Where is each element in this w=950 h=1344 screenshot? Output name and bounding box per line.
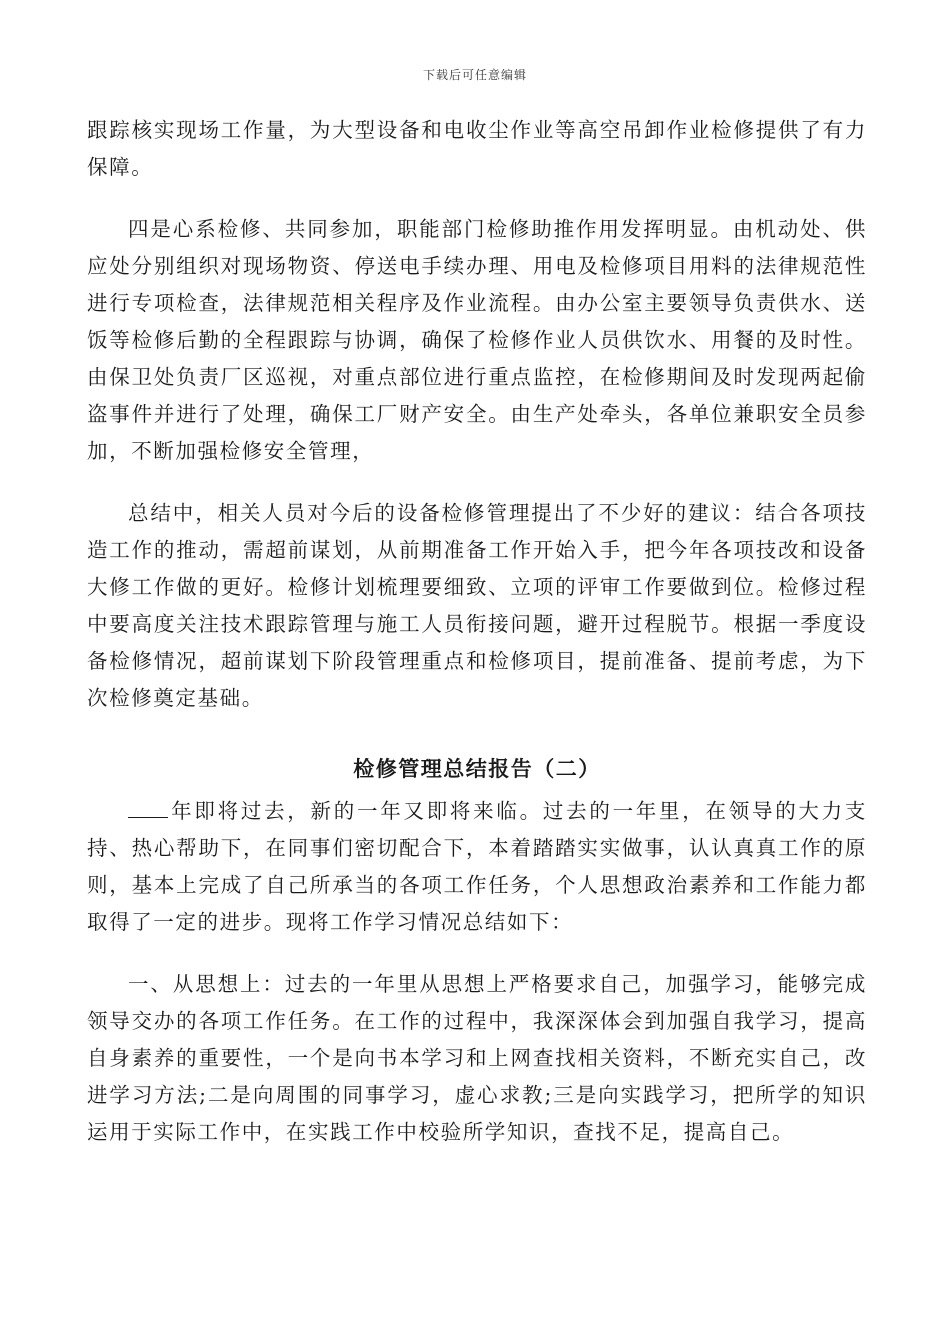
paragraph-intro: [87, 793, 867, 941]
paragraph-point-four: 四是心系检修、共同参加，职能部门检修助推作用发挥明显。由机动处、供应处分别组织对现场物资、停送电手续办理、用电及检修项目用料的法律规范性进行专项检查，法律规范相关程序及作业流程。由办公室主要领导负责供水、送饭等检修后勤的全程跟踪与协调，确保了检修作业人员供饮水、用餐的及时性。由保卫处负责厂区巡视，对重点部位进行重点监控，在检修期间及时发现两起偷盗事件并进行了处理，确保工厂财产安全。由生产处牵头，各单位兼职安全员参加，不断加强检修安全管理，: [87, 217, 867, 463]
document-body: [87, 112, 867, 1151]
paragraph-continuation: 跟踪核实现场工作量，为大型设备和电收尘作业等高空吊卸作业检修提供了有力保障。: [87, 118, 867, 179]
header-note: 下载后可任意编辑: [422, 68, 527, 82]
section-heading: 检修管理总结报告（二）: [353, 756, 601, 781]
paragraph-summary-suggestions: 总结中，相关人员对今后的设备检修管理提出了不少好的建议：结合各项技造工作的推动，需超前谋划，从前期准备工作开始入手，把今年各项技改和设备大修工作做的更好。检修计划梳理要细致、立项的评审工作要做到位。检修过程中要高度关注技术跟踪管理与施工人员衔接问题，避开过程脱节。根据一季度设备检修情况，超前谋划下阶段管理重点和检修项目，提前准备、提前考虑，为下次检修奠定基础。: [87, 501, 867, 710]
fill-in-blank: [128, 793, 168, 818]
paragraph-ideology: 一、从思想上：过去的一年里从思想上严格要求自己，加强学习，能够完成领导交办的各项工作任务。在工作的过程中，我深深体会到加强自我学习，提高自身素养的重要性，一个是向书本学习和上网查找相关资料，不断充实自己，改进学习方法;二是向周围的同事学习，虚心求教;三是向实践学习，把所学的知识运用于实际工作中，在实践工作中校验所学知识，查找不足，提高自己。: [87, 972, 867, 1144]
paragraph-intro-text: 年即将过去，新的一年又即将来临。过去的一年里，在领导的大力支持、热心帮助下，在同事们密切配合下，本着踏踏实实做事，认认真真工作的原则，基本上完成了自己所承当的各项工作任务，个人思想政治素养和工作能力都取得了一定的进步。现将工作学习情况总结如下：: [87, 799, 867, 934]
